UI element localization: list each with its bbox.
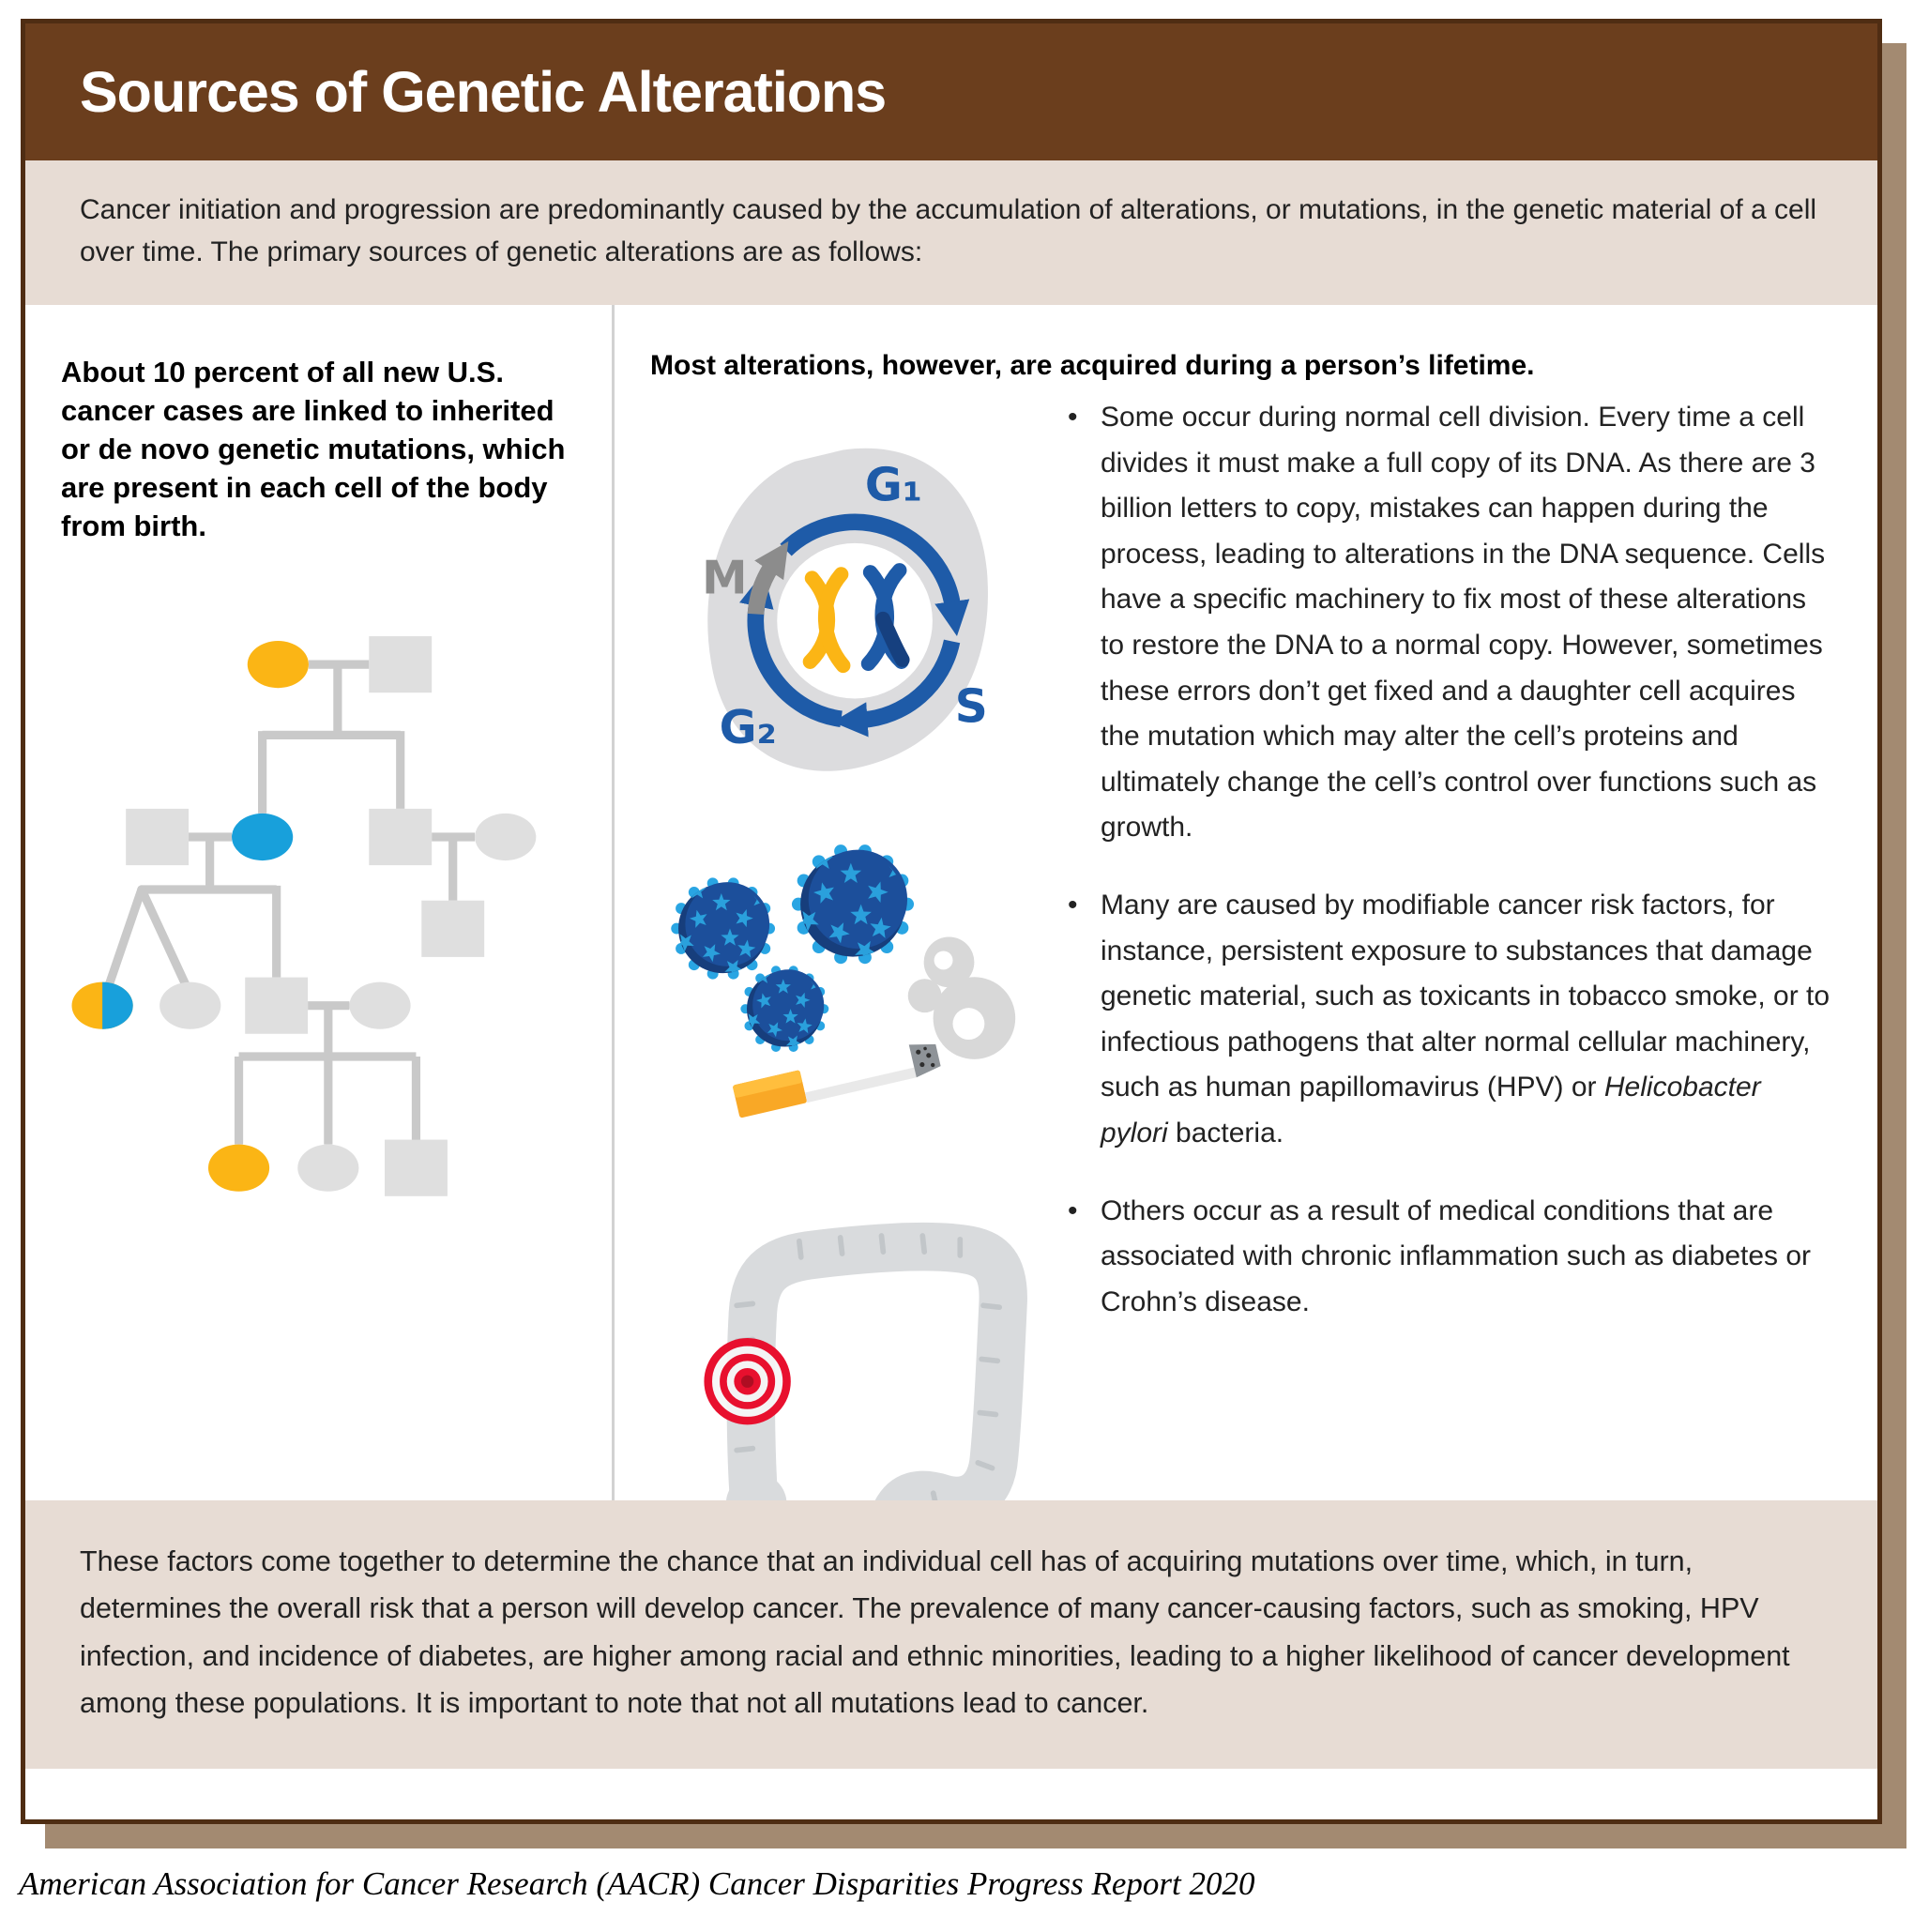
bullet-marker: • bbox=[1068, 1194, 1078, 1226]
m-label: M bbox=[702, 552, 748, 605]
hpv-virus-icon-left bbox=[671, 878, 775, 980]
female-gen3 bbox=[159, 981, 220, 1028]
bullet-medical-conditions bbox=[1063, 1189, 1830, 1326]
bottom-spacer bbox=[25, 1769, 1877, 1819]
right-column bbox=[615, 305, 1877, 1500]
title-bar bbox=[25, 23, 1877, 160]
male-gen1 bbox=[369, 636, 432, 692]
female-gen3-partner bbox=[349, 981, 410, 1028]
virus-and-tobacco-icon bbox=[652, 839, 1054, 1147]
male-gen3 bbox=[245, 977, 308, 1033]
left-column bbox=[25, 305, 615, 1500]
tumor-target-icon bbox=[705, 1338, 790, 1423]
intro-band bbox=[25, 160, 1877, 305]
bullet-text: Others occur as a result of medical conditions that are associated with chronic inflammation such as diabetes or Crohn’s disease. bbox=[1101, 1194, 1812, 1317]
bullet-cell-division bbox=[1063, 395, 1830, 851]
female-gen2-right bbox=[475, 813, 536, 860]
intro-text: Cancer initiation and progression are predominantly caused by the accumulation of alterations, or mutations, in the genetic material of a cell over time. The primary sources of genetic alterations are as follows: bbox=[80, 194, 1817, 267]
affected-female-gen2 bbox=[232, 813, 293, 860]
conclusion-band bbox=[25, 1500, 1877, 1770]
acquired-mutations-heading: Most alterations, however, are acquired during a person’s lifetime. bbox=[650, 350, 1535, 381]
bullet-marker: • bbox=[1068, 402, 1078, 433]
infographic-panel bbox=[21, 19, 1882, 1824]
affected-female-gen1 bbox=[248, 641, 309, 688]
bullet-text: Some occur during normal cell division. Every time a cell divides it must make a full copy of its DNA. As there are 3 billion letters to copy, mistakes can happen during the process, leading to alterations in the DNA sequence. Cells have a specific machinery to fix most of these alterations to restore the DNA to a normal copy. However, sometimes these errors don’t get fixed and a daughter cell acquires the mutation which may alter the cell’s proteins and ultimately change the cell’s control over functions such as growth. bbox=[1101, 402, 1826, 844]
cell-cycle-icon bbox=[688, 436, 1018, 805]
content-area bbox=[25, 305, 1877, 1500]
affected-female-gen4 bbox=[208, 1144, 269, 1191]
male-child-right bbox=[421, 900, 484, 956]
bullet-list bbox=[1063, 395, 1830, 1325]
bullet-text: Many are caused by modifiable cancer risk factors, for instance, persistent exposure to substances that damage genetic material, such as toxicants in tobacco smoke, or to infectious pathogens that alter normal cellular machinery, such as human papillomavirus (HPV) or Helicobacter pylori bacteria. bbox=[1101, 889, 1830, 1149]
bullet-marker: • bbox=[1068, 889, 1078, 920]
inherited-mutations-text: About 10 percent of all new U.S. cancer cases are linked to inherited or de novo genetic mutations, which are present in each cell of the body from birth. bbox=[61, 356, 566, 542]
pedigree-svg bbox=[65, 627, 590, 1231]
bullet-risk-factors bbox=[1063, 883, 1830, 1157]
male-gen2-right bbox=[369, 808, 432, 864]
g2-label: G₂ bbox=[719, 702, 777, 755]
female-gen4 bbox=[297, 1144, 358, 1191]
pedigree-lines bbox=[109, 664, 475, 1145]
smoke-icon bbox=[908, 937, 1015, 1059]
cell-nucleus bbox=[777, 543, 933, 699]
hpv-virus-icon-large bbox=[792, 845, 914, 965]
hpv-virus-icon-small bbox=[740, 966, 828, 1053]
carrier-female-gen3 bbox=[72, 981, 133, 1028]
page-title: Sources of Genetic Alterations bbox=[80, 60, 887, 124]
bullet-column bbox=[1056, 395, 1830, 1564]
illustration-column bbox=[650, 395, 1056, 1564]
male-gen2-left bbox=[126, 808, 189, 864]
cigarette-icon bbox=[733, 1039, 942, 1118]
pedigree-members bbox=[72, 636, 537, 1196]
footer-citation: American Association for Cancer Research (AACR) Cancer Disparities Progress Report 2020 bbox=[19, 1865, 1255, 1902]
g1-label: G₁ bbox=[864, 459, 923, 512]
s-label: S bbox=[954, 680, 988, 734]
pedigree-chart bbox=[61, 627, 576, 1236]
male-gen4 bbox=[385, 1139, 448, 1195]
conclusion-text: These factors come together to determine the chance that an individual cell has of acquiring mutations over time, which, in turn, determines the overall risk that a person will develop cancer. The prevalence of many cancer-causing factors, such as smoking, HPV infection, and incidence of diabetes, are higher among racial and ethnic minorities, leading to a higher likelihood of cancer development among these populations. It is important to note that not all mutations lead to cancer. bbox=[80, 1544, 1790, 1720]
